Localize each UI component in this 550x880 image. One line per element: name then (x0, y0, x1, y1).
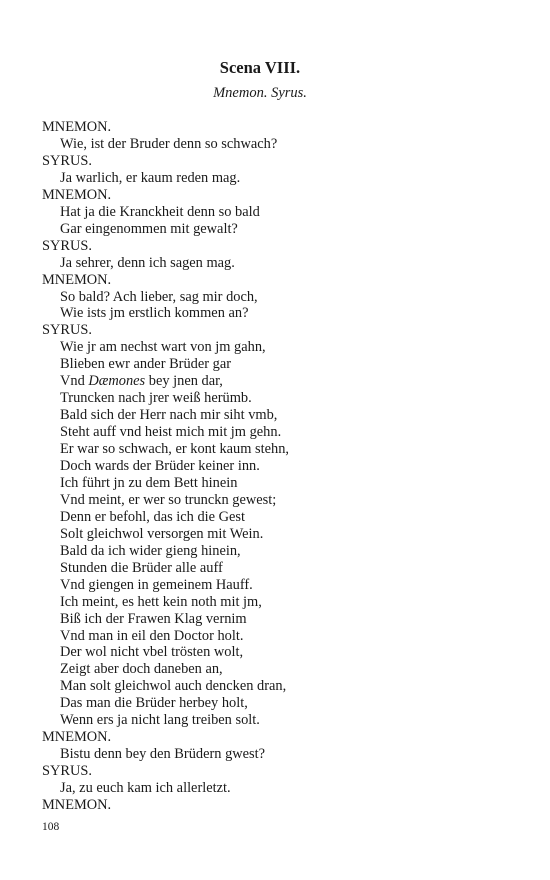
verse-line: Stunden die Brüder alle auff (60, 559, 223, 576)
verse-line: Steht auff vnd heist mich mit jm gehn. (60, 424, 282, 441)
verse-line: Das man die Brüder herbey holt, (60, 695, 248, 712)
verse-line: Ich meint, es hett kein noth mit jm, (60, 593, 262, 610)
verse-line: Wie, ist der Bruder denn so schwach? (60, 135, 278, 152)
verse-line: Ja sehrer, denn ich sagen mag. (60, 254, 235, 271)
speaker-name: MNEMON. (42, 729, 112, 746)
verse-line: Biß ich der Frawen Klag vernim (60, 610, 247, 627)
verse-line: Der wol nicht vbel trösten wolt, (60, 644, 244, 661)
verse-line: Bald da ich wider gieng hinein, (60, 542, 241, 559)
verse-line (60, 373, 223, 390)
scene-characters: Mnemon. Syrus. (213, 85, 307, 101)
verse-line: Bald sich der Herr nach mir siht vmb, (60, 407, 278, 424)
verse-line: Gar eingenommen mit gewalt? (60, 220, 238, 237)
speaker-name: MNEMON. (42, 186, 112, 203)
verse-line: Er war so schwach, er kont kaum stehn, (60, 441, 289, 458)
verse-line: Truncken nach jrer weiß herümb. (60, 390, 252, 407)
verse-line: Hat ja die Kranckheit denn so bald (60, 203, 260, 220)
verse-line: Bistu denn bey den Brüdern gwest? (60, 746, 266, 763)
verse-line: Ich führt jn zu dem Bett hinein (60, 474, 238, 491)
speaker-name: MNEMON. (42, 119, 112, 135)
speaker-name: MNEMON. (42, 797, 112, 813)
speaker-name: MNEMON. (42, 271, 112, 288)
speaker-name: SYRUS. (42, 322, 92, 339)
verse-line: Vnd man in eil den Doctor holt. (60, 627, 244, 644)
verse-line: Wie ists jm erstlich kommen an? (60, 305, 249, 322)
verse-line: Vnd giengen in gemeinem Hauff. (60, 576, 253, 593)
verse-line: Doch wards der Brüder keiner inn. (60, 458, 260, 474)
verse-line: Ja warlich, er kaum reden mag. (60, 169, 241, 186)
page-number: 108 (42, 821, 60, 833)
speaker-name: SYRUS. (42, 763, 92, 780)
verse-line: Wie jr am nechst wart von jm gahn, (60, 339, 266, 356)
scene-heading: Scena VIII. (219, 58, 301, 77)
verse-text: bey jnen dar, (145, 373, 223, 390)
verse-line: Vnd meint, er wer so trunckn gewest; (60, 491, 277, 508)
verse-line: Wenn ers ja nicht lang treiben solt. (60, 712, 260, 729)
verse-line: Solt gleichwol versorgen mit Wein. (60, 525, 264, 542)
verse-line: Ja, zu euch kam ich allerletzt. (60, 780, 231, 797)
speaker-name: SYRUS. (42, 152, 92, 169)
verse-line: Denn er befohl, das ich die Gest (60, 508, 246, 525)
verse-text: Vnd (60, 373, 89, 390)
verse-line: Man solt gleichwol auch dencken dran, (60, 678, 287, 695)
verse-line: So bald? Ach lieber, sag mir doch, (60, 288, 258, 305)
verse-line: Zeigt aber doch daneben an, (60, 661, 223, 678)
verse-emphasis: Dæmones (88, 373, 146, 390)
verse-line: Blieben ewr ander Brüder gar (60, 356, 232, 373)
speaker-name: SYRUS. (42, 237, 92, 254)
